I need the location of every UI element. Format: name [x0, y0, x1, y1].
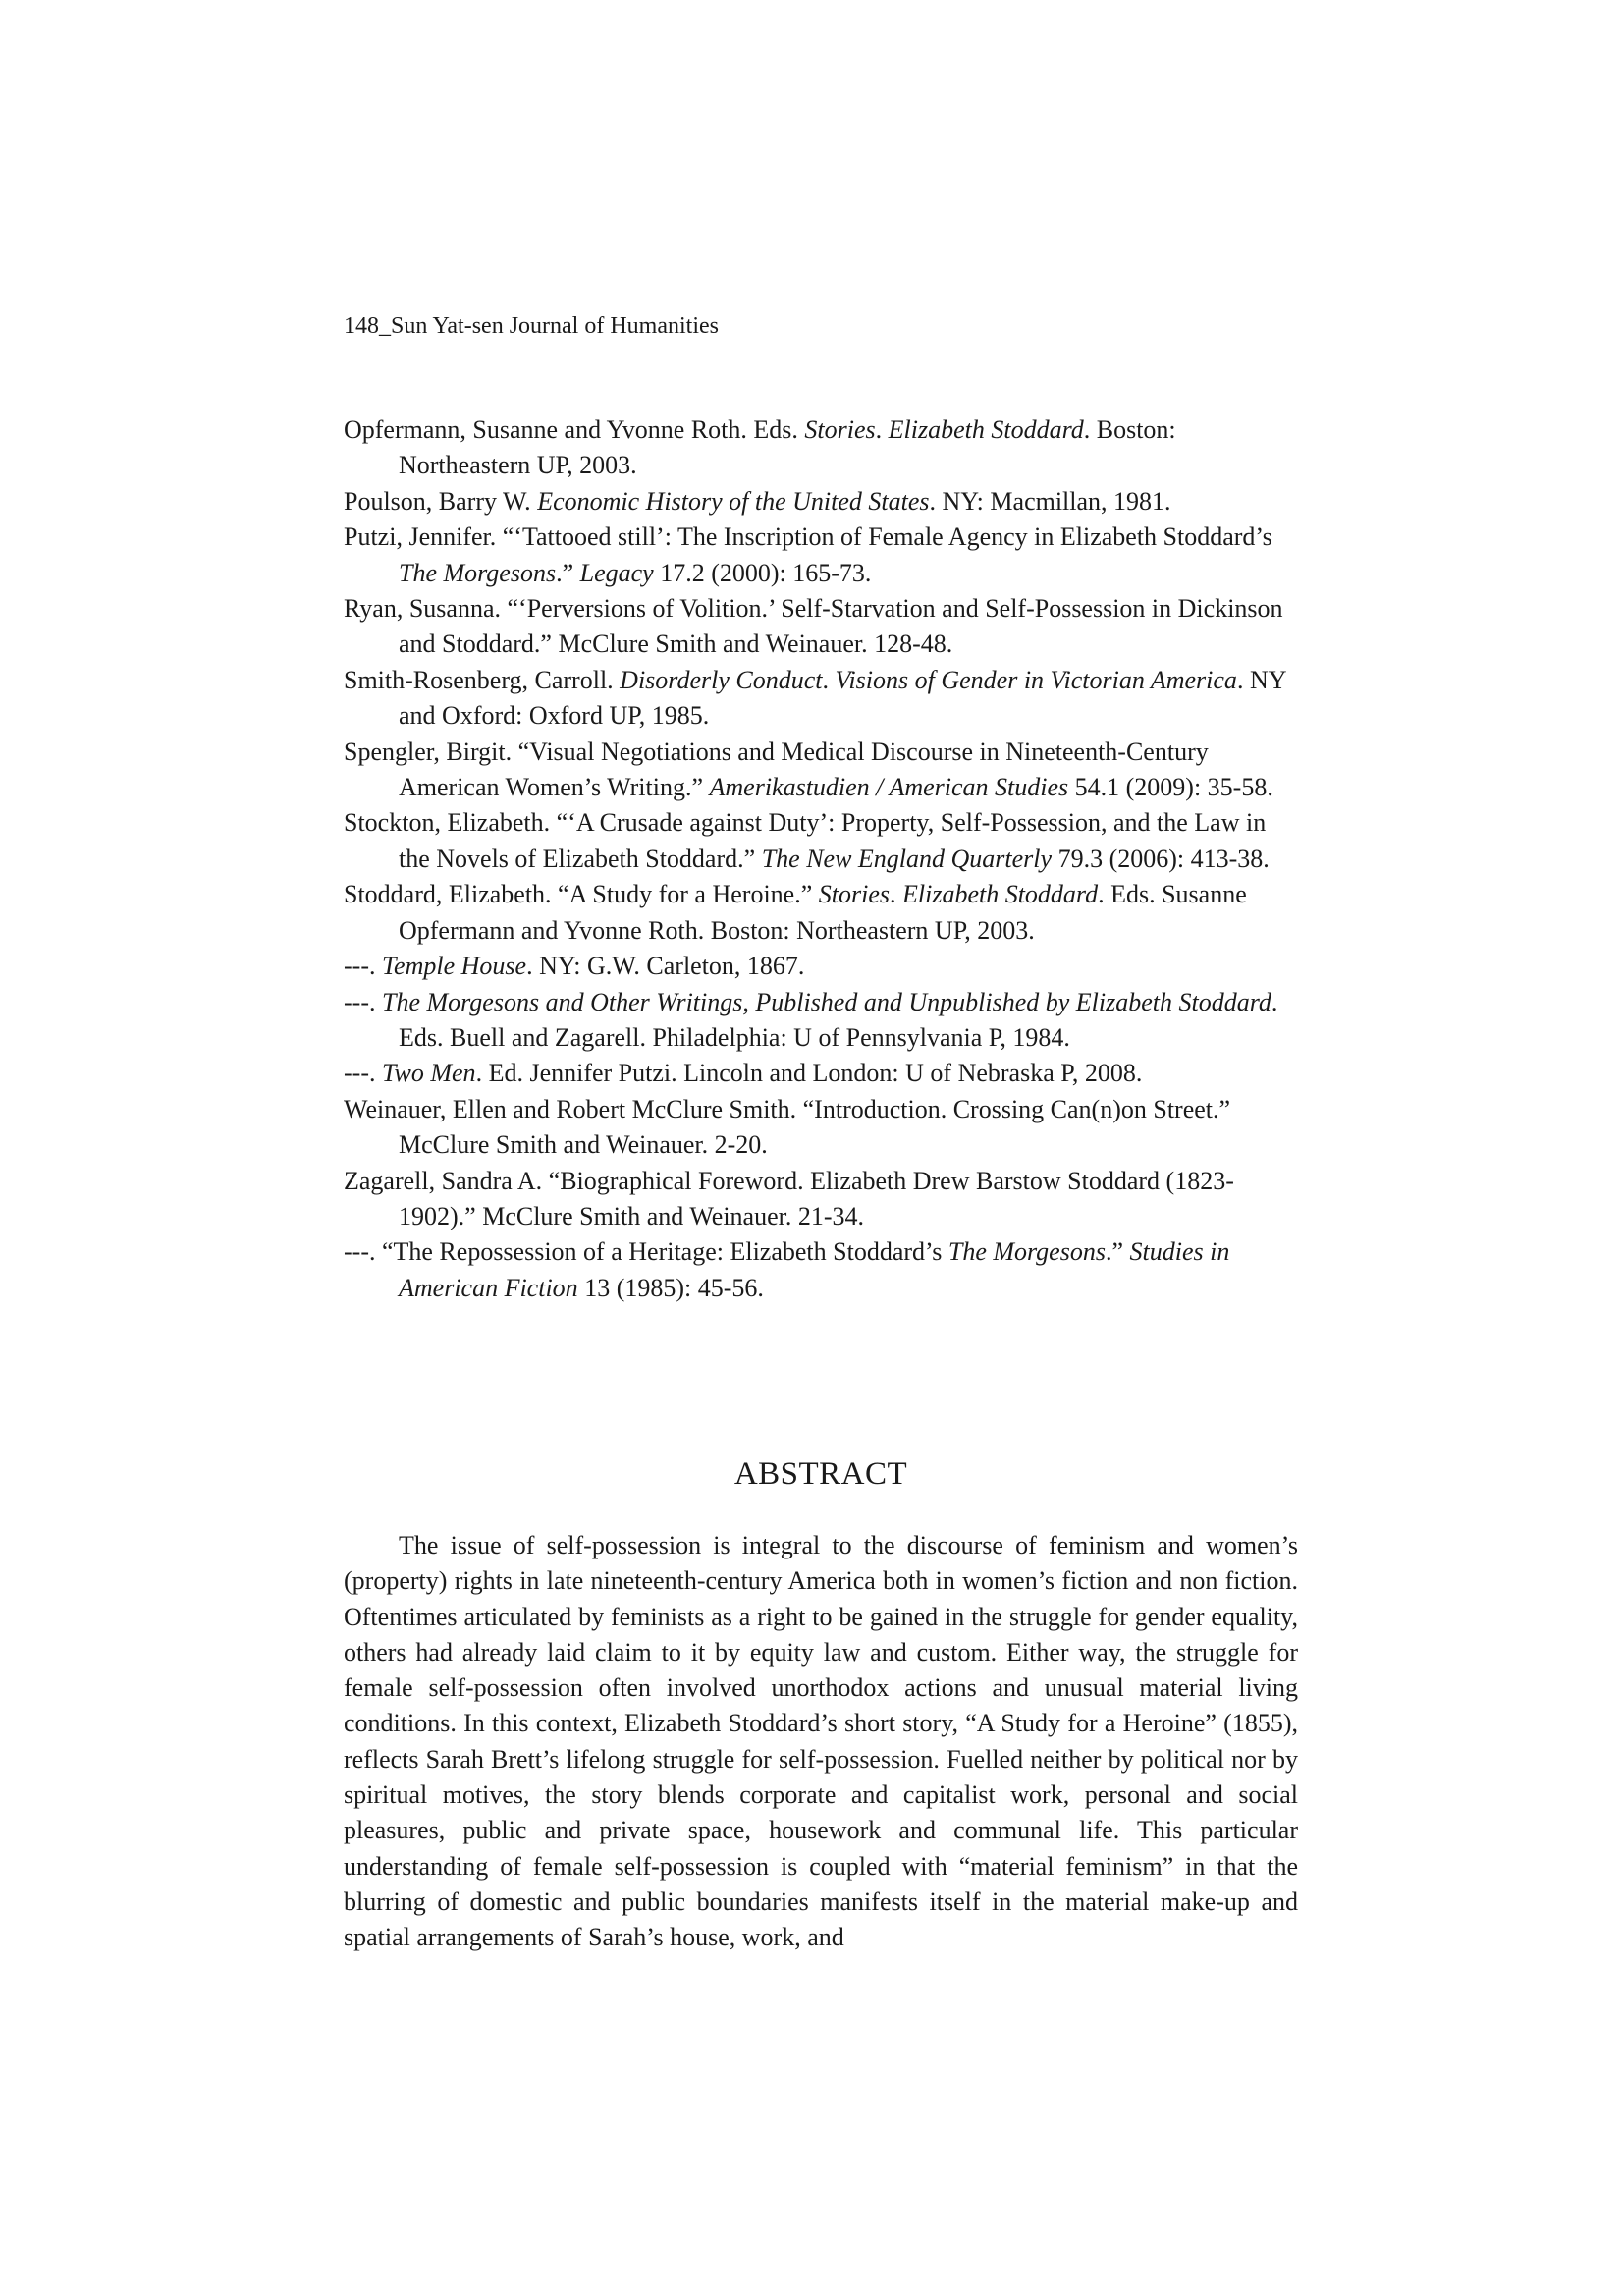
reference-text: Stockton, Elizabeth. “‘A Crusade against Duty’: Property, Self-Possession, and the Law in the Novels of Elizabeth Stoddard.”: [344, 808, 1267, 873]
reference-title-italic: Stories: [818, 880, 890, 909]
reference-entry: [344, 985, 1286, 1057]
reference-entry: [344, 949, 1286, 984]
reference-entry: [344, 663, 1286, 735]
reference-text: ---. “The Repossession of a Heritage: Elizabeth Stoddard’s: [344, 1237, 948, 1267]
reference-title-italic: Economic History of the United States: [537, 486, 930, 516]
reference-text: . NY and Oxford: Oxford UP, 1985.: [399, 665, 1286, 731]
reference-text: . NY: Macmillan, 1981.: [929, 486, 1171, 516]
reference-text: 79.3 (2006): 413-38.: [1052, 844, 1270, 873]
reference-title-italic: Temple House: [381, 952, 527, 981]
reference-text: . Eds. Buell and Zagarell. Philadelphia: U of Pennsylvania P, 1984.: [399, 987, 1278, 1052]
reference-text: .: [890, 880, 902, 909]
reference-text: . NY: G.W. Carleton, 1867.: [526, 952, 805, 981]
reference-title-italic: The New England Quarterly: [761, 844, 1053, 873]
reference-text: . Eds. Susanne Opfermann and Yvonne Roth. Boston: Northeastern UP, 2003.: [399, 880, 1247, 945]
reference-text: .”: [1105, 1237, 1130, 1267]
reference-text: .: [875, 415, 889, 444]
reference-entry: [344, 591, 1286, 663]
reference-text: . Boston: Northeastern UP, 2003.: [399, 415, 1176, 480]
reference-text: ---.: [344, 987, 382, 1016]
reference-text: Smith-Rosenberg, Carroll.: [344, 665, 621, 694]
reference-entry: [344, 519, 1286, 591]
reference-text: Spengler, Birgit. “Visual Negotiations and Medical Discourse in Nineteenth-Century American Women’s Writing.”: [344, 737, 1209, 802]
reference-text: 54.1 (2009): 35-58.: [1068, 773, 1273, 802]
reference-title-italic: Elizabeth Stoddard: [902, 880, 1099, 909]
reference-title-italic: Two Men: [381, 1059, 476, 1088]
reference-text: Poulson, Barry W.: [344, 486, 538, 516]
reference-title-italic: Visions of Gender in Victorian America: [835, 665, 1237, 694]
reference-entry: [344, 805, 1286, 877]
reference-text: . Ed. Jennifer Putzi. Lincoln and London: U of Nebraska P, 2008.: [475, 1059, 1143, 1088]
running-head: 148_Sun Yat-sen Journal of Humanities: [344, 313, 719, 339]
reference-entry: [344, 1234, 1286, 1306]
reference-text: Opfermann, Susanne and Yvonne Roth. Eds.: [344, 415, 805, 444]
reference-title-italic: The Morgesons: [399, 558, 557, 587]
works-cited-list: [344, 412, 1286, 1306]
reference-text: 13 (1985): 45-56.: [577, 1273, 764, 1302]
reference-entry: [344, 484, 1286, 519]
reference-entry: [344, 412, 1286, 484]
reference-text: Weinauer, Ellen and Robert McClure Smith. “Introduction. Crossing Can(n)on Street.” McClure Smith and Weinauer. 2-20.: [344, 1094, 1231, 1160]
reference-title-italic: Stories: [804, 415, 876, 444]
reference-title-italic: Elizabeth Stoddard: [888, 415, 1084, 444]
reference-entry: [344, 735, 1286, 806]
reference-title-italic: The Morgesons and Other Writings, Published and Unpublished by Elizabeth Stoddard: [381, 987, 1271, 1016]
reference-text: 17.2 (2000): 165-73.: [653, 558, 872, 587]
reference-text: ---.: [344, 952, 382, 981]
reference-text: Stoddard, Elizabeth. “A Study for a Heroine.”: [344, 880, 819, 909]
reference-text: Ryan, Susanna. “‘Perversions of Volition.’ Self-Starvation and Self-Possession in Dickinson and Stoddard.” McClure Smith and Weinauer. 128-48.: [344, 594, 1283, 659]
reference-entry: [344, 1092, 1286, 1164]
reference-text: .: [822, 665, 836, 694]
abstract-body: The issue of self-possession is integral to the discourse of feminism and women’s (property) rights in late nineteenth-century America both in women’s fiction and non fiction. Oftentimes articulated by feminists as a right to be gained in the struggle for gender equality, others had already laid claim to it by equity law and custom. Either way, the struggle for female self-possession often involved unorthodox actions and unusual material living conditions. In this context, Elizabeth Stoddard’s short story, “A Study for a Heroine” (1855), reflects Sarah Brett’s lifelong struggle for self-possession. Fuelled neither by political nor by spiritual motives, the story blends corporate and capitalist work, personal and social pleasures, public and private space, housework and communal life. This particular understanding of female self-possession is coupled with “material feminism” in that the blurring of domestic and public boundaries manifests itself in the material make-up and spatial arrangements of Sarah’s house, work, and: [344, 1531, 1298, 1952]
reference-title-italic: Legacy: [579, 558, 654, 587]
reference-text: ---.: [344, 1059, 382, 1088]
abstract-title: ABSTRACT: [733, 1456, 908, 1492]
reference-text: Putzi, Jennifer. “‘Tattooed still’: The Inscription of Female Agency in Elizabeth Stoddard’s: [344, 522, 1272, 552]
reference-title-italic: Amerikastudien / American Studies: [709, 773, 1069, 802]
reference-title-italic: Studies in American Fiction: [399, 1237, 1230, 1302]
reference-entry: [344, 1164, 1286, 1235]
reference-title-italic: Disorderly Conduct: [620, 665, 823, 694]
reference-entry: [344, 877, 1286, 949]
reference-title-italic: The Morgesons: [947, 1237, 1106, 1267]
reference-entry: [344, 1056, 1286, 1091]
reference-text: .”: [556, 558, 580, 587]
reference-text: Zagarell, Sandra A. “Biographical Foreword. Elizabeth Drew Barstow Stoddard (1823-1902).” McClure Smith and Weinauer. 21-34.: [344, 1166, 1234, 1230]
